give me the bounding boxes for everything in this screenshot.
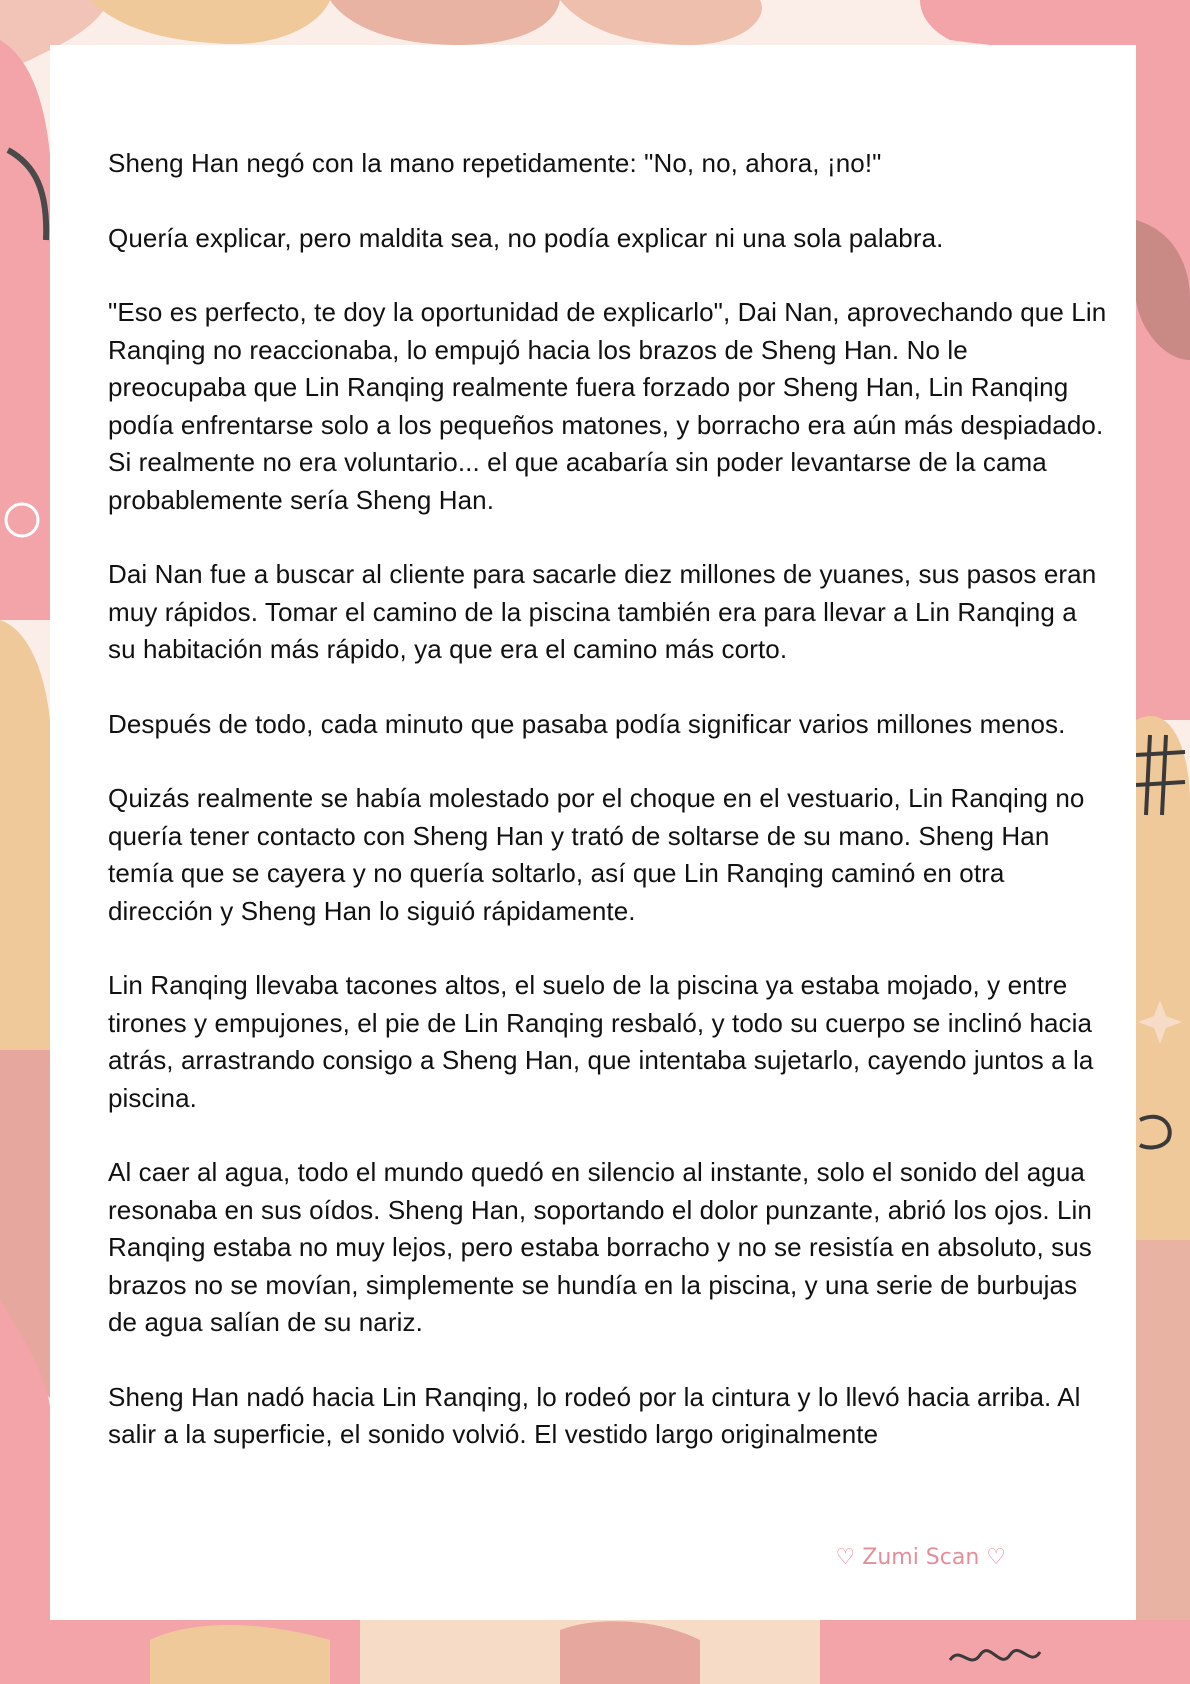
paragraph: Lin Ranqing llevaba tacones altos, el suelo de la piscina ya estaba mojado, y entre tirones y empujones, el pie de Lin Ranqing resbaló, y todo su cuerpo se inclinó hacia atrás, arrastrando consigo a Sheng Han, que intentaba sujetarlo, cayendo juntos a la piscina. [108, 970, 1094, 1113]
document-body [108, 145, 1108, 1491]
left-blob-pink [0, 40, 52, 620]
bottom-blob-right [820, 1620, 1190, 1684]
paragraph: Quizás realmente se había molestado por el choque en el vestuario, Lin Ranqing no quería tener contacto con Sheng Han y trató de soltarse de su mano. Sheng Han temía que se cayera y no quería soltarlo, así que Lin Ranqing caminó en otra dirección y Sheng Han lo siguió rápidamente. [108, 783, 1085, 926]
paragraph: "Eso es perfecto, te doy la oportunidad de explicarlo", Dai Nan, aprovechando que Lin Ranqing no reaccionaba, lo empujó hacia los brazos de Sheng Han. No le preocupaba que Lin Ranqing realmente fuera forzado por Sheng Han, Lin Ranqing podía enfrentarse solo a los pequeños matones, y borracho era aún más despiadado. Si realmente no era voluntario... el que acabaría sin poder levantarse de la cama probablemente sería Sheng Han. [108, 297, 1107, 515]
paragraph: Después de todo, cada minuto que pasaba podía significar varios millones menos. [108, 708, 1066, 739]
bottom-blob-sand [150, 1625, 330, 1684]
paragraph: Sheng Han nadó hacia Lin Ranqing, lo rodeó por la cintura y lo llevó hacia arriba. Al salir a la superficie, el sonido volvió. El vestido largo originalmente [108, 1381, 1081, 1449]
paragraph: Sheng Han negó con la mano repetidamente: "No, no, ahora, ¡no!" [108, 148, 882, 178]
scanlation-credit: ♡ Zumi Scan ♡ [835, 1545, 1006, 1570]
paragraph: Dai Nan fue a buscar al cliente para sacarle diez millones de yuanes, sus pasos eran muy rápidos. Tomar el camino de la piscina también era para llevar a Lin Ranqing a su habitación más rápido, ya que era el camino más corto. [108, 559, 1097, 664]
paragraph: Quería explicar, pero maldita sea, no podía explicar ni una sola palabra. [108, 222, 944, 253]
document-page [50, 45, 1136, 1620]
paragraph: Al caer al agua, todo el mundo quedó en silencio al instante, solo el sonido del agua resonaba en sus oídos. Sheng Han, soportando el dolor punzante, abrió los ojos. Lin Ranqing estaba no muy lejos, pero estaba borracho y no se resistía en absoluto, sus brazos no se movían, simplemente se hundía en la piscina, y una serie de burbujas de agua salían de su nariz. [108, 1157, 1092, 1337]
right-blob-rose [1136, 1240, 1190, 1684]
right-blob-pink [1136, 40, 1190, 720]
